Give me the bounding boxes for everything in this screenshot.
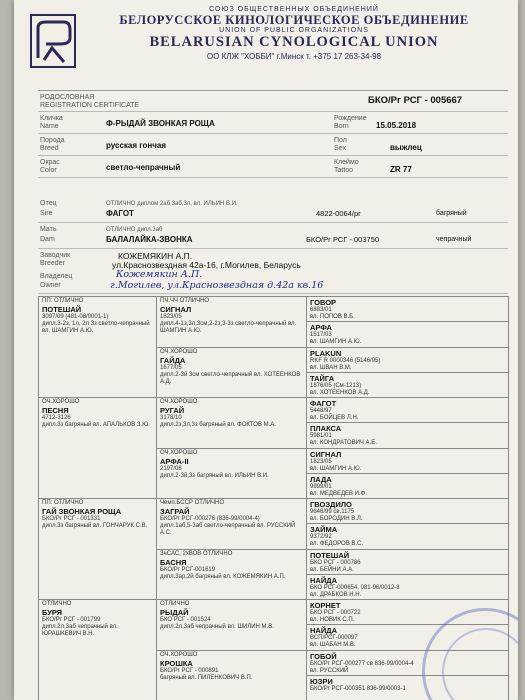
ancestor-name: СИГНАЛ: [310, 449, 342, 459]
ancestor-name: СИГНАЛ: [160, 305, 192, 314]
sire-note: ОТЛИЧНО диплом 2аб,3аб,3л, вл. ИЛЬИН В.И.: [106, 201, 238, 207]
ancestor-reg-number: БКО/Рг РСГ - 001799: [42, 617, 101, 623]
ancestor-details: дипл.2-3й,3з багряный вл. ИЛЬИН В.И.: [160, 472, 269, 479]
ancestor-details: дипл.1аб,5-3аб светло-чепрачный вл. РУССКИЙ А.С.: [160, 523, 296, 536]
ancestor-name: ГАЙДА: [160, 355, 186, 365]
ancestor-cell: [310, 576, 504, 599]
ancestor-name: PLAKUN: [310, 348, 342, 358]
ancestor-cell: [42, 298, 152, 335]
header-address: ОО КЛЖ "ХОББИ" г.Минск т. +375 17 263-34-98: [206, 52, 382, 61]
breeder-name: КОЖЕМЯКИН А.П.: [118, 251, 193, 261]
ancestor-reg-number: 6883/01: [310, 307, 332, 313]
ancestor-details: вл. ФЕДОРОВ В.С.: [310, 541, 364, 548]
ancestor-rating: Чемп.БССР ОТЛИЧНО: [160, 500, 225, 506]
ancestor-rating: ОЧ.ХОРОШО: [160, 449, 198, 456]
sex-label-en: Sex: [334, 145, 347, 152]
color-label-en: Color: [40, 167, 57, 174]
header-en-small: UNION OF PUBLIC ORGANIZATIONS: [219, 27, 369, 34]
owner-label-ru: Владелец: [40, 273, 73, 280]
ancestor-cell: [310, 374, 504, 397]
pedigree-certificate: [14, 0, 518, 700]
ancestor-reg-number: 1876/05 (См-1213): [310, 382, 362, 389]
ancestor-name: ПЛАКСА: [310, 424, 342, 434]
ancestor-details: вл. ХОТЕЕНКОВ А.Д.: [310, 389, 370, 396]
sire-color: багряный: [436, 210, 467, 217]
registration-section: [38, 90, 508, 195]
ancestor-reg-number: RKF R 0000346 (5146/95): [310, 357, 381, 364]
ancestor-reg-number: 1677/05: [160, 364, 182, 371]
ancestor-reg-number: 5448/97: [310, 408, 332, 414]
ancestor-cell: [310, 298, 504, 321]
ancestor-cell: [310, 323, 504, 346]
ancestor-rating: ОЧ.ХОРОШО: [42, 399, 80, 405]
color-label-ru: Окрас: [40, 159, 60, 166]
ancestor-name: ПОТЕШАЙ: [42, 305, 82, 314]
ancestor-cell: [160, 551, 302, 581]
owner-handwritten-name: Кожемякин А.П.: [116, 269, 203, 280]
dam-note: ОТЛИЧНО дипл.3аб: [106, 227, 163, 233]
ancestor-rating: ОТЛИЧНО: [160, 601, 190, 607]
ancestor-reg-number: БКО РСГ - 000722: [310, 610, 361, 616]
reg-label-en: REGISTRATION CERTIFICATE: [40, 102, 140, 109]
ancestor-reg-number: БКО/Рг РСГ-000277 св 836-99/0004-4: [310, 660, 414, 667]
ancestor-rating: ПП: ОТЛИЧНО: [42, 298, 84, 304]
header-en-title: BELARUSIAN CYNOLOGICAL UNION: [149, 34, 439, 50]
sire-name: ФАГОТ: [106, 209, 134, 218]
ancestor-name: ФАГОТ: [310, 399, 337, 408]
breeder-address: ул.Краснозвездная 42а-16, г.Могилев, Беларусь: [112, 260, 301, 270]
ancestor-details: вл. ШВАН В.М.: [310, 364, 352, 371]
ancestor-name: ЛАДА: [310, 474, 332, 484]
ancestor-details: вл. ШАМГИН А.Ю.: [310, 339, 362, 346]
ancestor-name: РУГАЙ: [160, 406, 185, 415]
tattoo-label-en: Tattoo: [334, 167, 354, 174]
ancestor-cell: [160, 450, 302, 480]
ancestor-name: АРФА: [310, 323, 332, 333]
ancestor-reg-number: 1517/03: [310, 332, 332, 339]
ancestor-rating: ОЧ.ХОРОШО: [160, 399, 198, 405]
ancestor-reg-number: 5981/01: [310, 433, 332, 440]
tattoo: ZR 77: [390, 165, 412, 174]
ancestor-cell: [310, 399, 504, 422]
ancestor-reg-number: ВСП/РСГ-000097: [310, 635, 358, 642]
header-ru-small: СОЮЗ ОБЩЕСТВЕННЫХ ОБЪЕДИНЕНИЙ: [209, 6, 379, 13]
ancestor-cell: [160, 349, 302, 386]
ancestor-details: вл. НОВИК С.П.: [310, 617, 355, 623]
dam-label-en: Dam: [40, 236, 55, 243]
tattoo-label-ru: Клеймо: [334, 159, 359, 166]
ancestor-details: дипл.3ар,2й багряный вл. КОЖЕМЯКИН А.П.: [160, 573, 286, 580]
ancestor-reg-number: БКО/Рг РСГ-000351 836-99/0003-1: [310, 685, 406, 692]
ancestor-reg-number: БКО/Рг РСГ-000276 (836-99/0004-4): [160, 516, 260, 522]
ancestor-rating: ЗчСАС, 2хВОВ ОТЛИЧНО: [160, 550, 233, 557]
ancestor-name: ПОТЕШАЙ: [310, 550, 350, 560]
ancestor-cell: [42, 399, 152, 429]
header: [84, 6, 504, 61]
ancestor-name: ЗАЙМА: [310, 525, 338, 535]
ancestor-cell: [42, 500, 152, 530]
ancestor-name: ГАЙ ЗВОНКАЯ РОЩА: [42, 507, 122, 516]
reg-label-ru: РОДОСЛОВНАЯ: [40, 94, 95, 101]
ancestor-details: дипл.4-1з,3л,3см,2-2з,3-3з светло-чепрачный вл. ШАМГИН А.Ю.: [160, 321, 297, 334]
born-label-en: Born: [334, 123, 349, 130]
breed: русская гончая: [106, 141, 166, 150]
ancestor-cell: [310, 525, 504, 548]
ancestor-reg-number: БКО/Рг РСГ-001619: [160, 566, 216, 573]
ancestor-name: БАСНЯ: [160, 557, 187, 567]
ancestor-cell: [310, 475, 504, 498]
dam-reg: БКО/Рг РСГ - 003750: [306, 235, 380, 244]
ancestor-reg-number: БКО РСГ-000654, 081-96/0012-8: [310, 584, 400, 591]
ancestor-rating: ОЧ.ХОРОШО: [160, 651, 198, 658]
ancestor-name: КРОШКА: [160, 658, 193, 668]
ancestor-rating: ПЧ.ЧЧ ОТЛИЧНО: [160, 298, 210, 304]
breed-label-en: Breed: [40, 145, 59, 152]
ancestor-reg-number: 1823/05: [310, 458, 332, 465]
sire-label-en: Sire: [40, 210, 53, 217]
header-ru-title: БЕЛОРУССКОЕ КИНОЛОГИЧЕСКОЕ ОБЪЕДИНЕНИЕ: [119, 13, 469, 27]
ancestor-details: вл. ДРАБКОВ Н.Н.: [310, 591, 362, 598]
parents-section: [38, 198, 508, 293]
ancestor-reg-number: 3097/09 (481-08/0001-1): [42, 314, 109, 320]
ancestor-rating: ПП: ОТЛИЧНО: [42, 500, 84, 506]
ancestor-cell: [160, 298, 302, 335]
ancestor-name: ГОВОР: [310, 298, 337, 307]
ancestor-reg-number: 9646/99 св.1175: [310, 509, 355, 515]
ancestor-reg-number: 3178/10: [160, 415, 182, 421]
ancestor-details: вл. ПОПОВ В.Б.: [310, 314, 355, 320]
ancestor-cell: [160, 601, 302, 631]
ancestor-details: вл. ШАМГИН А.Ю.: [310, 465, 362, 472]
birth-date: 15.05.2018: [376, 121, 417, 130]
ancestor-name: ГВОЗДИЛО: [310, 500, 352, 509]
ancestor-cell: [160, 652, 302, 682]
ancestor-reg-number: 9999/01: [310, 483, 332, 490]
ancestor-cell: [42, 601, 152, 638]
sex: выжлец: [390, 143, 422, 152]
breed-label-ru: Порода: [40, 137, 65, 144]
ancestor-rating: ОТЛИЧНО: [42, 601, 72, 607]
born-label-ru: Рождение: [334, 115, 367, 122]
ancestor-reg-number: 1823/05: [160, 314, 182, 320]
ancestor-details: дипл.2-3й 3см светло-чепрачный вл. ХОТЕЕНКОВ А.Д.: [160, 371, 301, 385]
ancestor-name: ЮЗРИ: [310, 676, 333, 686]
owner-handwritten-address: г.Могилев, ул.Краснозвездная д.42а кв.16: [110, 280, 324, 291]
sex-label-ru: Пол: [334, 137, 347, 144]
ancestor-details: дипл.3з багряный вл. ГОНЧАРУК С.В.: [42, 523, 148, 529]
ancestor-name: АРФА-II: [160, 456, 189, 466]
ancestor-reg-number: БКО/Рг РСГ - 000891: [160, 667, 219, 674]
ancestor-details: вл. РУССКИЙ: [310, 667, 349, 674]
ancestor-details: вл. БЕЙНИ А.А.: [310, 566, 354, 573]
breeder-label-en: Breeder: [40, 260, 65, 267]
ancestor-details: вл. ШАБАН М.В.: [310, 642, 356, 649]
name-label-en: Name: [40, 123, 59, 130]
ancestor-cell: [310, 450, 504, 473]
ancestor-cell: [310, 551, 504, 574]
ancestor-name: ТАЙГА: [310, 373, 335, 383]
ancestor-name: ПЕСНЯ: [42, 406, 69, 415]
ancestor-name: БУРЯ: [42, 608, 63, 617]
dam-label-ru: Мать: [40, 226, 57, 233]
ancestor-reg-number: 9372/92: [310, 534, 332, 541]
ancestor-details: вл. БОРОДИН В.Л.: [310, 516, 363, 522]
ancestor-cell: [310, 424, 504, 447]
ancestor-reg-number: БКО РСГ - 001524: [160, 617, 211, 623]
ancestor-cell: [160, 500, 302, 537]
name-label-ru: Кличка: [40, 115, 63, 122]
ancestor-details: вл. КОНДРАТОВИЧ А.Е.: [310, 440, 377, 447]
ancestor-name: НАЙДА: [310, 575, 337, 585]
ancestor-details: дипл.3з багряный вл. АПАЛЬКОВ З.Ю.: [42, 422, 150, 428]
ancestor-reg-number: БКО РСГ - 000786: [310, 559, 361, 566]
ancestor-cell: [310, 349, 504, 372]
ancestor-name: НАЙДА: [310, 626, 337, 636]
ancestor-details: вл. БОЙЦЕВ Л.Н.: [310, 415, 359, 421]
ancestor-details: вл. МЕДВЕДЕВ И.Ф.: [310, 490, 367, 497]
sire-label-ru: Отец: [40, 200, 57, 207]
union-logo-icon: [30, 14, 76, 68]
ancestor-details: багряный вл. ПИЛЕНКОВИЧ В.П.: [160, 674, 253, 681]
ancestor-name: КОРНЕТ: [310, 601, 341, 610]
ancestor-name: ГОБОЙ: [310, 651, 337, 661]
ancestor-details: дипл.2л,3аб чепрачный вл. ШИЛИН М.В.: [160, 624, 274, 630]
ancestor-cell: [310, 500, 504, 523]
ancestor-rating: ОЧ.ХОРОШО: [160, 348, 198, 355]
dam-name: БАЛАЛАЙКА-ЗВОНКА: [106, 235, 193, 244]
ancestor-details: дипл.2з,3л,3з багряный вл. ФОКТОВ М.А.: [160, 422, 276, 428]
dog-name: Ф-РЫДАЙ ЗВОНКАЯ РОЩА: [106, 119, 215, 128]
ancestor-name: РЫДАЙ: [160, 608, 189, 617]
ancestor-cell: [160, 399, 302, 429]
sire-reg: 4822-0064/рг: [316, 209, 361, 218]
owner-label-en: Owner: [40, 282, 61, 289]
ancestor-reg-number: 4712-3126: [42, 415, 71, 421]
ancestor-details: дипл.3-2з, 1л, 2л 3з светло-чепрачный вл. ШАМГИН А.Ю.: [42, 321, 150, 334]
ancestor-details: дипл.2л,3аб чепрачный вл. ЮРАШКЕВИЧ В.Н.: [42, 624, 118, 637]
ancestor-reg-number: 2197/08: [160, 465, 182, 472]
dam-color: чепрачный: [436, 236, 472, 243]
breeder-label-ru: Заводчик: [40, 252, 71, 259]
ancestor-name: ЗАГРАЙ: [160, 507, 190, 516]
color: светло-чепрачный: [106, 163, 181, 172]
registration-number: БКО/Рг РСГ - 005667: [368, 95, 463, 106]
ancestor-reg-number: БКО/Рг РСГ - 001331: [42, 516, 101, 522]
